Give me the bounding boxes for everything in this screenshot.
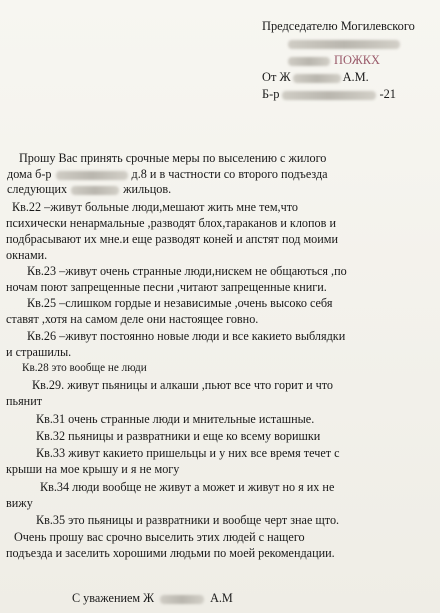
apt35-line: Кв.35 это пьяницы и развратники и вообще черт знае щто. [36, 513, 340, 527]
header-address [262, 87, 396, 102]
apt25-line1: Кв.25 –слишком гордые и независимые ,очень высоко себя [27, 296, 333, 310]
header-redacted-line [288, 36, 400, 51]
redaction [282, 91, 376, 100]
redaction [160, 595, 204, 604]
p1-line3b: жильцов. [123, 182, 172, 196]
p1-line2 [7, 167, 328, 182]
apt22-line2: психически ненармальные ,разводят блох,тараканов и клопов и [6, 216, 336, 230]
redaction [56, 171, 128, 180]
redaction [71, 186, 119, 195]
p1-line2a: дома б-р [7, 167, 52, 181]
p1-line3 [7, 182, 171, 197]
closing-line2: подъезда и заселить хорошими людьми по моей рекомендации. [6, 546, 335, 560]
apt32-line: Кв.32 пьяницы и развратники и еще ко всему воришки [36, 429, 321, 443]
redaction [288, 40, 400, 49]
apt25-line2: ставят ,хотя на самом деле они настоящее говно. [6, 312, 259, 326]
signature-line [72, 591, 233, 606]
signature-prefix: С уважением Ж [72, 591, 155, 605]
apt29-line2: пьянит [6, 394, 43, 408]
apt28-line: Кв.28 это вообще не люди [22, 362, 147, 374]
header-org-line [288, 53, 380, 68]
apt29-line1: Кв.29. живут пьяницы и алкаши ,пьют все что горит и что [32, 378, 334, 392]
p1-line1: Прошу Вас принять срочные меры по выселению с жилого [19, 151, 327, 165]
p1-line3a: следующих [7, 182, 68, 196]
header-recipient: Председателю Могилевского [262, 19, 415, 33]
address-suffix: -21 [379, 87, 396, 101]
signature-suffix: А.М [210, 591, 233, 605]
apt26-line2: и страшилы. [6, 345, 72, 359]
apt33-line1: Кв.33 живут какието пришельцы и у них все время течет с [36, 446, 340, 460]
p1-line2b: д.8 и в частности со второго подъезда [131, 167, 328, 181]
apt22-line1: Кв.22 –живут больные люди,мешают жить мне тем,что [12, 200, 298, 214]
apt23-line2: ночам поют запрещенные песни ,читают запрещенные книги. [6, 280, 327, 294]
closing-line1: Очень прошу вас срочно выселить этих людей с нащего [14, 530, 305, 544]
apt26-line1: Кв.26 –живут постоянно новые люди и все какието выблядки [27, 329, 346, 343]
apt22-line4: окнами. [6, 248, 48, 262]
address-prefix: Б-р [262, 87, 280, 101]
header-sender [262, 70, 369, 85]
apt22-line3: подбрасывают их мне.и еще разводят коней и апстят под моими [6, 232, 339, 246]
redaction [293, 74, 341, 83]
apt23-line1: Кв.23 –живут очень странные люди,нискем не общаються ,по [27, 264, 347, 278]
apt34-line2: вижу [6, 496, 33, 510]
sender-prefix: От Ж [262, 70, 291, 84]
apt31-line: Кв.31 очень странные люди и мнительные исташные. [36, 412, 315, 426]
header-org-fragment: ПОЖКХ [334, 53, 380, 67]
redaction [288, 57, 330, 66]
sender-suffix: А.М. [342, 70, 369, 84]
apt34-line1: Кв.34 люди вообще не живут а может и живут но я их не [40, 480, 335, 494]
apt33-line2: крыши на мое крышу и я не могу [6, 462, 180, 476]
